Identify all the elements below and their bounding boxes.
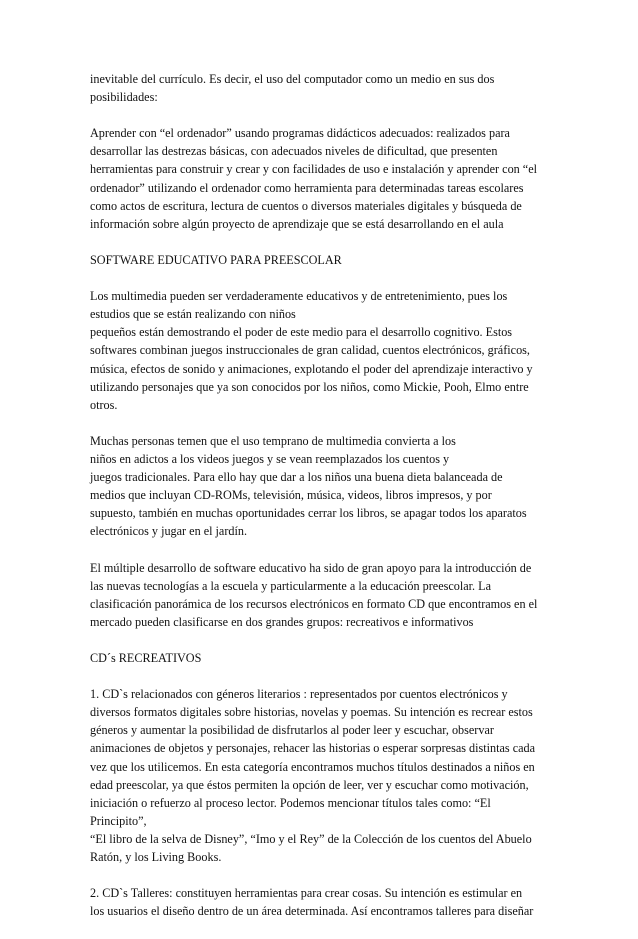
text-line: El múltiple desarrollo de software educativo ha sido de gran apoyo para la introducción de xyxy=(90,560,532,575)
text-line: 1. CD`s relacionados con géneros literarios : representados por cuentos electrónicos y xyxy=(90,687,508,702)
text-line: los usuarios el diseño dentro de un área determinada. Así encontramos talleres para diseñar xyxy=(90,904,534,919)
text-line: Ratón, y los Living Books. xyxy=(90,850,222,865)
text-line: mercado pueden clasificarse en dos grandes grupos: recreativos e informativos xyxy=(90,614,474,629)
text-line: música, efectos de sonido y animaciones, explotando el poder del aprendizaje interactivo y xyxy=(90,361,533,376)
paragraph-multimedia xyxy=(90,287,560,414)
text-line: medios que incluyan CD-ROMs, televisión, música, videos, libros impresos, y por xyxy=(90,488,492,503)
text-line: niños en adictos a los videos juegos y se vean reemplazados los cuentos y xyxy=(90,451,450,466)
document-page xyxy=(90,70,560,939)
paragraph-desarrollo xyxy=(90,559,560,631)
text-line: como actos de escritura, lectura de cuentos o diversos materiales digitales y búsqueda de xyxy=(90,198,522,213)
text-line: clasificación panorámica de los recursos electrónicos en formato CD que encontramos en el xyxy=(90,596,538,611)
text-line: diversos formatos digitales sobre historias, novelas y poemas. Su intención es recrear estos xyxy=(90,705,533,720)
text-line: Muchas personas temen que el uso temprano de multimedia convierta a los xyxy=(90,433,456,448)
paragraph-curriculum xyxy=(90,70,560,106)
paragraph-talleres xyxy=(90,884,560,920)
section-heading-software-educativo: SOFTWARE EDUCATIVO PARA PREESCOLAR xyxy=(90,252,342,267)
text-line: información sobre algún proyecto de aprendizaje que se está desarrollando en el aula xyxy=(90,216,504,231)
text-line: 2. CD`s Talleres: constituyen herramientas para crear cosas. Su intención es estimular en xyxy=(90,886,523,901)
section-heading-cds-recreativos: CD´s RECREATIVOS xyxy=(90,651,202,665)
text-line: las nuevas tecnologías a la escuela y particularmente a la educación preescolar. La xyxy=(90,578,491,593)
text-line: ordenador” utilizando el ordenador como herramienta para determinadas tareas escolares xyxy=(90,180,524,195)
text-line: edad preescolar, ya que éstos permiten la opción de leer, ver y escuchar como motivación, xyxy=(90,777,529,792)
text-line: vez que los utilicemos. En esta categoría encontramos muchos títulos destinados a niños en xyxy=(90,759,535,774)
text-line: herramientas para construir y crear y con facilidades de uso e instalación y aprender con “el xyxy=(90,162,538,177)
paragraph-generos-literarios xyxy=(90,685,560,866)
text-line: “El libro de la selva de Disney”, “Imo y el Rey” de la Colección de los cuentos del Abuelo xyxy=(90,831,532,846)
text-line: otros. xyxy=(90,397,118,412)
paragraph-personas xyxy=(90,432,560,541)
paragraph-aprender xyxy=(90,124,560,233)
text-line: estudios que se están realizando con niños xyxy=(90,307,296,322)
text-line: géneros y aumentar la posibilidad de disfrutarlos al poder leer y escuchar, observar xyxy=(90,723,494,738)
text-line: Los multimedia pueden ser verdaderamente educativos y de entretenimiento, pues los xyxy=(90,289,508,304)
text-line: softwares combinan juegos instruccionales de gran calidad, cuentos electrónicos, gráficos, xyxy=(90,343,530,358)
text-line: Aprender con “el ordenador” usando programas didácticos adecuados: realizados para xyxy=(90,126,510,141)
text-line: iniciación o refuerzo al proceso lector. Podemos mencionar títulos tales como: “El xyxy=(90,795,491,810)
text-line: pequeños están demostrando el poder de este medio para el desarrollo cognitivo. Estos xyxy=(90,325,513,340)
text-line: inevitable del currículo. Es decir, el uso del computador como un medio en sus dos xyxy=(90,72,495,86)
text-line: Principito”, xyxy=(90,813,147,828)
text-line: juegos tradicionales. Para ello hay que dar a los niños una buena dieta balanceada de xyxy=(90,470,503,485)
text-line: electrónicos y jugar en el jardín. xyxy=(90,524,248,539)
text-line: supuesto, también en muchas oportunidades cerrar los libros, se apagar todos los aparatos xyxy=(90,506,527,521)
text-line: desarrollar las destrezas básicas, con adecuados niveles de dificultad, que presenten xyxy=(90,144,498,159)
text-line: posibilidades: xyxy=(90,90,158,105)
text-line: utilizando personajes que ya son conocidos por los niños, como Mickie, Pooh, Elmo entre xyxy=(90,379,529,394)
text-line: animaciones de objetos y personajes, rehacer las historias o esperar sorpresas distintas cada xyxy=(90,741,536,756)
